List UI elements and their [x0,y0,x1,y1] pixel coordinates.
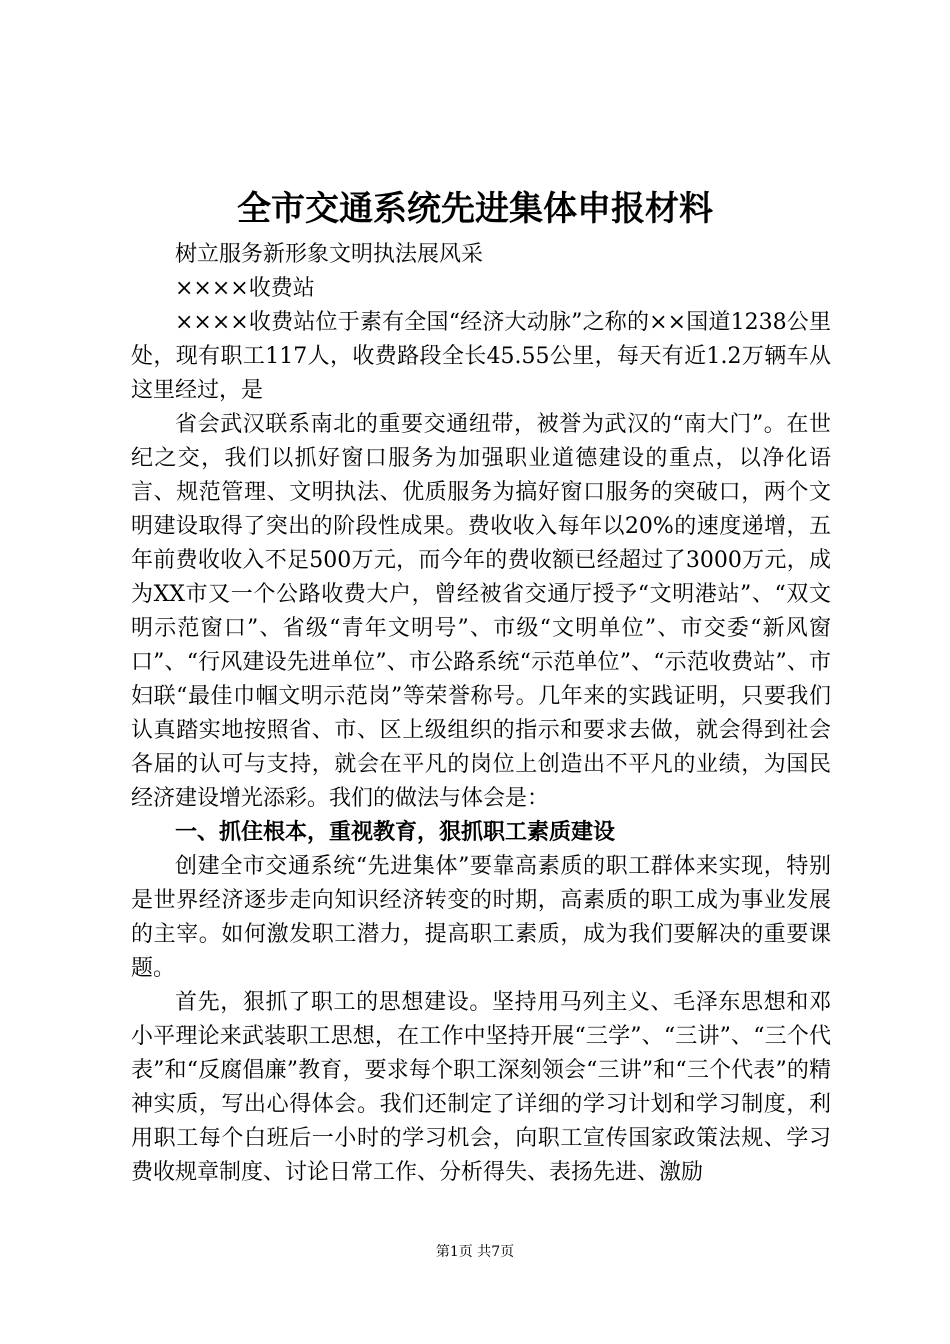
paragraph: 创建全市交通系统“先进集体”要靠高素质的职工群体来实现，特别是世界经济逐步走向知识经济转变的时期，高素质的职工成为事业发展的主宰。如何激发职工潜力，提高职工素质，成为我们要解决的重要课题。 [131,854,831,981]
page-number: 第1页 共7页 [435,1244,515,1260]
section-heading: 一、抓住根本，重视教育，狠抓职工素质建设 [175,820,616,845]
document-title: 全市交通系统先进集体申报材料 [237,189,713,229]
paragraph: ××××收费站位于素有全国“经济大动脉”之称的××国道1238公里处，现有职工117人，收费路段全长45.55公里，每天有近1.2万辆车从这里经过，是 [131,310,831,403]
paragraph: ××××收费站 [175,276,315,301]
paragraph: 首先，狠抓了职工的思想建设。坚持用马列主义、毛泽东思想和邓小平理论来武装职工思想，在工作中坚持开展“三学”、“三讲”、“三个代表”和“反腐倡廉”教育，要求每个职工深刻领会“三讲”和“三个代表”的精神实质，写出心得体会。我们还制定了详细的学习计划和学习制度，利用职工每个白班后一小时的学习机会，向职工宣传国家政策法规、学习费收规章制度、讨论日常工作、分析得失、表扬先进、激励 [131,990,831,1185]
paragraph: 省会武汉联系南北的重要交通纽带，被誉为武汉的“南大门”。在世纪之交，我们以抓好窗口服务为加强职业道德建设的重点，以净化语言、规范管理、文明执法、优质服务为搞好窗口服务的突破口，两个文明建设取得了突出的阶段性成果。费收收入每年以20%的速度递增，五年前费收收入不足500万元，而今年的费收额已经超过了3000万元，成为XX市又一个公路收费大户，曾经被省交通厅授予“文明港站”、“双文明示范窗口”、省级“青年文明号”、市级“文明单位”、市交委“新风窗口”、“行风建设先进单位”、市公路系统“示范单位”、“示范收费站”、市妇联“最佳巾帼文明示范岗”等荣誉称号。几年来的实践证明，只要我们认真踏实地按照省、市、区上级组织的指示和要求去做，就会得到社会各届的认可与支持，就会在平凡的岗位上创造出不平凡的业绩，为国民经济建设增光添彩。我们的做法与体会是： [131,412,831,811]
document-body [131,238,831,1190]
paragraph: 树立服务新形象文明执法展风采 [175,242,484,267]
